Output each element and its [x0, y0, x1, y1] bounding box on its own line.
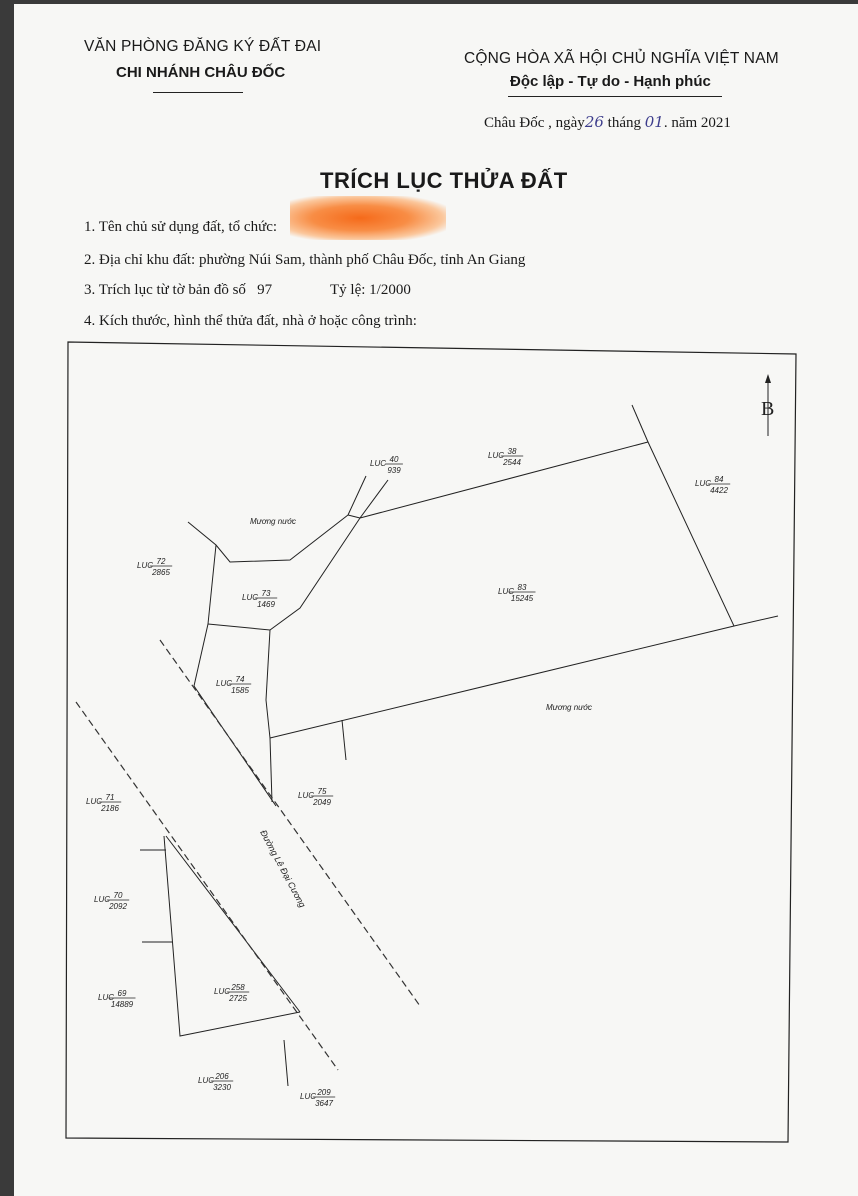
parcel-type: LUC — [216, 679, 233, 688]
parcel-label-75 — [298, 787, 333, 807]
north-label: B — [761, 398, 775, 420]
parcel-number: 75 — [317, 787, 327, 796]
parcel-number: 69 — [117, 989, 127, 998]
item-owner: 1. Tên chủ sử dụng đất, tổ chức: — [84, 219, 278, 235]
parcel-area: 1585 — [231, 686, 249, 695]
office-name: VĂN PHÒNG ĐĂNG KÝ ĐẤT ĐAI — [84, 38, 322, 55]
parcel-label-69 — [98, 989, 136, 1009]
parcel-number: 209 — [317, 1088, 331, 1097]
boundary-40-b — [360, 480, 388, 518]
boundary-72 — [188, 522, 216, 624]
parcel-area: 14889 — [110, 1000, 134, 1009]
parcel-number: 83 — [517, 583, 527, 592]
parcel-label-209 — [300, 1088, 335, 1108]
parcel-area: 2725 — [229, 994, 247, 1003]
parcel-number: 38 — [507, 447, 517, 456]
north-arrow-head — [765, 374, 771, 383]
parcel-type: LUC — [98, 993, 115, 1002]
parcel-area: 3647 — [315, 1099, 333, 1108]
parcel-area: 1469 — [257, 600, 275, 609]
branch-name: CHI NHÁNH CHÂU ĐỐC — [116, 64, 286, 81]
date-year: năm 2021 — [671, 115, 731, 131]
parcel-number: 70 — [113, 891, 123, 900]
parcel-type: LUC — [370, 459, 387, 468]
date-month: 01 — [644, 113, 664, 131]
road-east-dashed — [160, 640, 420, 1006]
parcel-number: 40 — [389, 455, 399, 464]
boundary-74-west — [194, 624, 208, 686]
parcel-type: LUC — [300, 1092, 317, 1101]
canal-label-2: Mương nước — [546, 703, 593, 712]
date-line: Châu Đốc , ngày26 tháng 01. năm 2021 — [484, 113, 731, 131]
boundary-206-209 — [284, 1040, 288, 1086]
parcel-area: 939 — [387, 466, 401, 475]
map-sheet-number: 97 — [257, 282, 273, 298]
boundary-40-a — [348, 476, 366, 515]
parcel-area: 15245 — [510, 594, 534, 603]
parcel-number: 84 — [714, 475, 724, 484]
parcel-number: 206 — [215, 1072, 229, 1081]
parcel-area: 2049 — [313, 798, 331, 807]
parcel-area: 4422 — [710, 486, 728, 495]
date-place: Châu Đốc , ngày — [484, 115, 585, 131]
date-day: 26 — [584, 113, 604, 131]
date-month-word: tháng — [607, 115, 641, 131]
motto: Độc lập - Tự do - Hạnh phúc — [510, 73, 711, 90]
item-dimensions: 4. Kích thước, hình thể thửa đất, nhà ở hoặc công trình: — [84, 313, 417, 329]
parcel-type: LUC — [488, 451, 505, 460]
parcel-type: LUC — [498, 587, 515, 596]
parcel-label-258 — [214, 983, 249, 1003]
boundary-75-stub — [342, 720, 346, 760]
boundary-74-75 — [266, 630, 272, 802]
boundary-40-c — [348, 515, 360, 518]
parcel-label-38 — [488, 447, 523, 467]
boundary-38-84 — [632, 405, 648, 442]
parcel-type: LUC — [94, 895, 111, 904]
parcel-label-72 — [137, 557, 172, 577]
parcel-type: LUC — [695, 479, 712, 488]
parcel-number: 74 — [235, 675, 245, 684]
parcel-area: 2186 — [101, 804, 119, 813]
parcel-label-206 — [198, 1072, 233, 1092]
parcel-type: LUC — [137, 561, 154, 570]
parcel-number: 71 — [105, 793, 115, 802]
canal-label-1: Mương nước — [250, 517, 297, 526]
boundary-canal-east — [734, 616, 778, 626]
parcel-area: 3230 — [213, 1083, 231, 1092]
parcel-label-40 — [370, 455, 403, 475]
parcel-area: 2544 — [503, 458, 521, 467]
parcel-label-73 — [242, 589, 277, 609]
parcel-label-74 — [216, 675, 251, 695]
parcel-label-83 — [498, 583, 536, 603]
road-west-edge — [194, 686, 276, 806]
parcel-type: LUC — [298, 791, 315, 800]
parcel-number: 72 — [156, 557, 166, 566]
document-title: TRÍCH LỤC THỬA ĐẤT — [320, 168, 568, 193]
map-scale: Tỷ lệ: 1/2000 — [330, 282, 411, 298]
parcel-type: LUC — [198, 1076, 215, 1085]
parcel-area: 2865 — [152, 568, 170, 577]
road-label: Đường Lê Đại Cương — [258, 828, 308, 910]
parcel-label-84 — [695, 475, 730, 495]
parcel-type: LUC — [86, 797, 103, 806]
boundary-73 — [208, 518, 360, 630]
parcel-type: LUC — [214, 987, 231, 996]
item-address: 2. Địa chỉ khu đất: phường Núi Sam, thành phố Châu Đốc, tỉnh An Giang — [84, 252, 526, 268]
item-map-sheet-label: 3. Trích lục từ tờ bản đồ số — [84, 282, 246, 298]
parcel-type: LUC — [242, 593, 259, 602]
parcel-area: 2092 — [109, 902, 127, 911]
parcel-label-71 — [86, 793, 121, 813]
map-frame — [66, 342, 796, 1142]
country-name: CỘNG HÒA XÃ HỘI CHỦ NGHĨA VIỆT NAM — [464, 50, 779, 67]
parcel-label-70 — [94, 891, 129, 911]
parcel-number: 258 — [231, 983, 245, 992]
parcel-labels — [86, 447, 730, 1108]
parcel-number: 73 — [261, 589, 271, 598]
